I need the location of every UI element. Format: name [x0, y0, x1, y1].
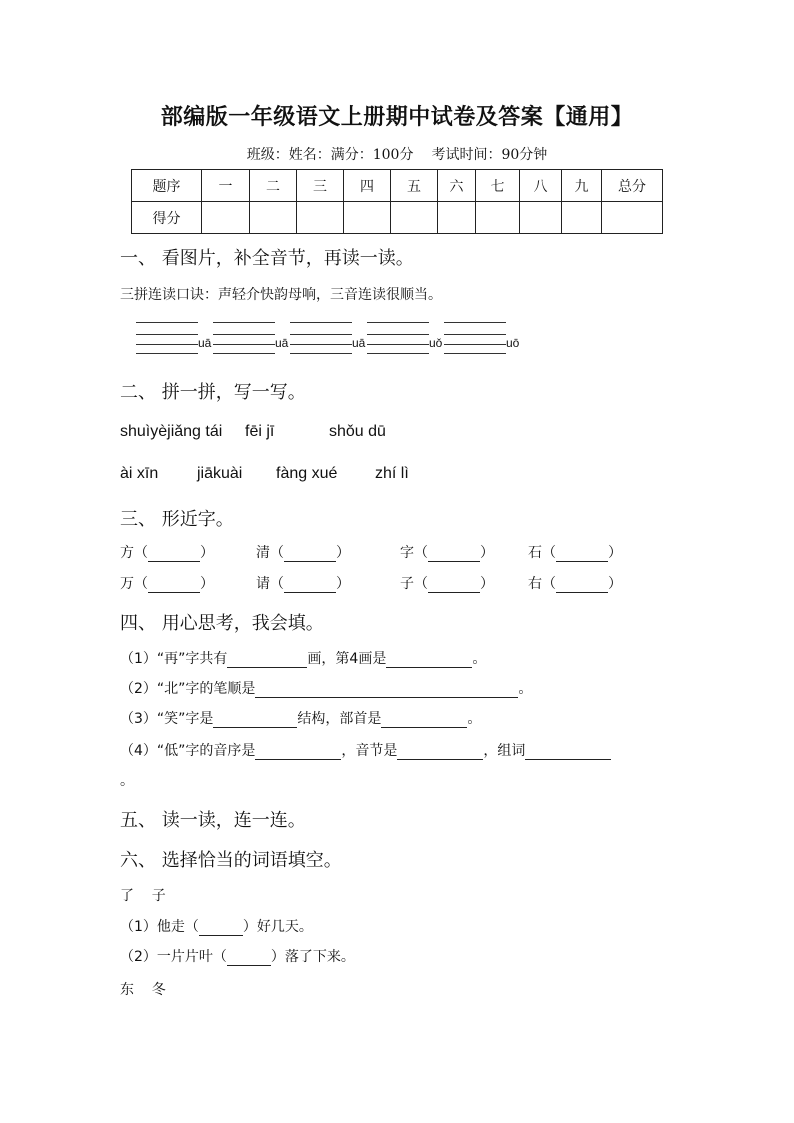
answer-blank[interactable]: [397, 743, 483, 760]
question-3: （3）“笑”字是 结构，部首是 。: [120, 711, 482, 727]
table-cell: 四: [344, 170, 391, 202]
answer-blank[interactable]: [255, 681, 518, 698]
similar-char-item: 字（ ）: [400, 545, 494, 561]
section-5-heading: 五、 读一读，连一连。: [120, 810, 306, 831]
score-cell[interactable]: [562, 202, 602, 234]
section-4-heading: 四、 用心思考，我会填。: [120, 613, 324, 634]
page-title: 部编版一年级语文上册期中试卷及答案【通用】: [160, 104, 634, 130]
pinyin-line: [444, 334, 506, 335]
pinyin-final: uǒ: [429, 336, 443, 350]
answer-blank[interactable]: [148, 578, 200, 593]
score-table-score-row: [132, 202, 663, 234]
answer-blank[interactable]: [213, 344, 275, 345]
pinyin-line: [367, 322, 429, 323]
table-cell: 六: [438, 170, 476, 202]
pinyin-line: [290, 334, 352, 335]
pinyin-word: fàng xué: [276, 465, 338, 482]
similar-char-item: 清（ ）: [256, 545, 350, 561]
answer-blank[interactable]: [290, 344, 352, 345]
table-cell: 七: [476, 170, 520, 202]
similar-char-item: 右（ ）: [528, 576, 622, 592]
pinyin-line: [213, 334, 275, 335]
class-name-score-info: 班级：姓名：满分：100分: [246, 147, 414, 163]
pinyin-final: uō: [506, 336, 520, 350]
pinyin-line: [213, 353, 275, 354]
pinyin-line: [367, 353, 429, 354]
answer-blank[interactable]: [136, 344, 198, 345]
table-cell: 五: [391, 170, 438, 202]
answer-blank[interactable]: [428, 547, 480, 562]
pinyin-line: [136, 353, 198, 354]
word-choices: 东 冬: [120, 982, 166, 998]
pinyin-line: [444, 353, 506, 354]
table-cell: 一: [202, 170, 250, 202]
similar-char-item: 方（ ）: [120, 545, 214, 561]
table-cell: 题序: [132, 170, 202, 202]
answer-blank[interactable]: [255, 743, 341, 760]
score-cell[interactable]: [476, 202, 520, 234]
answer-blank[interactable]: [556, 578, 608, 593]
pinyin-word: shǒu dū: [329, 423, 386, 440]
pinyin-final: uā: [352, 336, 366, 350]
pinyin-word: ài xīn: [120, 465, 159, 482]
similar-char-item: 石（ ）: [528, 545, 622, 561]
fill-question-2: （2）一片片叶（ ）落了下来。: [120, 949, 355, 965]
answer-blank[interactable]: [213, 711, 297, 728]
pinyin-final: uā: [275, 336, 289, 350]
pinyin-line: [367, 334, 429, 335]
answer-blank[interactable]: [381, 711, 467, 728]
score-cell[interactable]: [297, 202, 344, 234]
score-cell[interactable]: [391, 202, 438, 234]
table-cell: 二: [250, 170, 297, 202]
question-1: （1）“再”字共有 画，第4画是 。: [120, 651, 487, 667]
answer-blank[interactable]: [444, 344, 506, 345]
answer-blank[interactable]: [227, 951, 271, 966]
answer-blank[interactable]: [227, 651, 307, 668]
score-table: [131, 169, 663, 234]
score-cell[interactable]: [250, 202, 297, 234]
table-cell: 得分: [132, 202, 202, 234]
pinyin-line: [136, 322, 198, 323]
similar-char-item: 请（ ）: [256, 576, 350, 592]
answer-blank[interactable]: [556, 547, 608, 562]
score-cell[interactable]: [438, 202, 476, 234]
section-6-heading: 六、 选择恰当的词语填空。: [120, 850, 342, 871]
exam-info: [0, 144, 794, 164]
table-cell: 八: [520, 170, 562, 202]
exam-time-info: 考试时间：90分钟: [431, 147, 548, 163]
score-cell[interactable]: [520, 202, 562, 234]
score-cell[interactable]: [202, 202, 250, 234]
table-cell: 总分: [602, 170, 663, 202]
answer-blank[interactable]: [284, 578, 336, 593]
question-4: （4）“低”字的音序是 ，音节是 ，组词: [120, 740, 611, 760]
pinyin-word: shuìyèjiǎng tái: [120, 423, 223, 440]
pinyin-line: [290, 353, 352, 354]
answer-blank[interactable]: [367, 344, 429, 345]
section-2-heading: 二、 拼一拼，写一写。: [120, 382, 306, 403]
score-table-header-row: [132, 170, 663, 202]
answer-blank[interactable]: [148, 547, 200, 562]
pinyin-word: zhí lì: [375, 465, 409, 482]
table-cell: 三: [297, 170, 344, 202]
pinyin-word: fēi jī: [245, 423, 275, 440]
answer-blank[interactable]: [428, 578, 480, 593]
similar-char-item: 万（ ）: [120, 576, 214, 592]
table-cell: 九: [562, 170, 602, 202]
pinyin-line: [444, 322, 506, 323]
question-4-end: 。: [120, 773, 134, 789]
word-choices: 了 子: [120, 888, 166, 904]
answer-blank[interactable]: [284, 547, 336, 562]
answer-blank[interactable]: [386, 651, 472, 668]
fill-question-1: （1）他走（ ）好几天。: [120, 919, 313, 935]
score-cell[interactable]: [602, 202, 663, 234]
pinyin-line: [290, 322, 352, 323]
section-3-heading: 三、 形近字。: [120, 509, 234, 530]
similar-char-item: 子（ ）: [400, 576, 494, 592]
section-1-tip: 三拼连读口诀：声轻介快韵母响，三音连读很顺当。: [120, 287, 442, 303]
pinyin-final: uā: [198, 336, 212, 350]
answer-blank[interactable]: [525, 743, 611, 760]
pinyin-line: [213, 322, 275, 323]
pinyin-word: jiākuài: [197, 465, 243, 482]
question-2: （2）“北”字的笔顺是 。: [120, 681, 533, 697]
section-1-heading: 一、 看图片，补全音节，再读一读。: [120, 248, 414, 269]
pinyin-line: [136, 334, 198, 335]
answer-blank[interactable]: [199, 921, 243, 936]
score-cell[interactable]: [344, 202, 391, 234]
